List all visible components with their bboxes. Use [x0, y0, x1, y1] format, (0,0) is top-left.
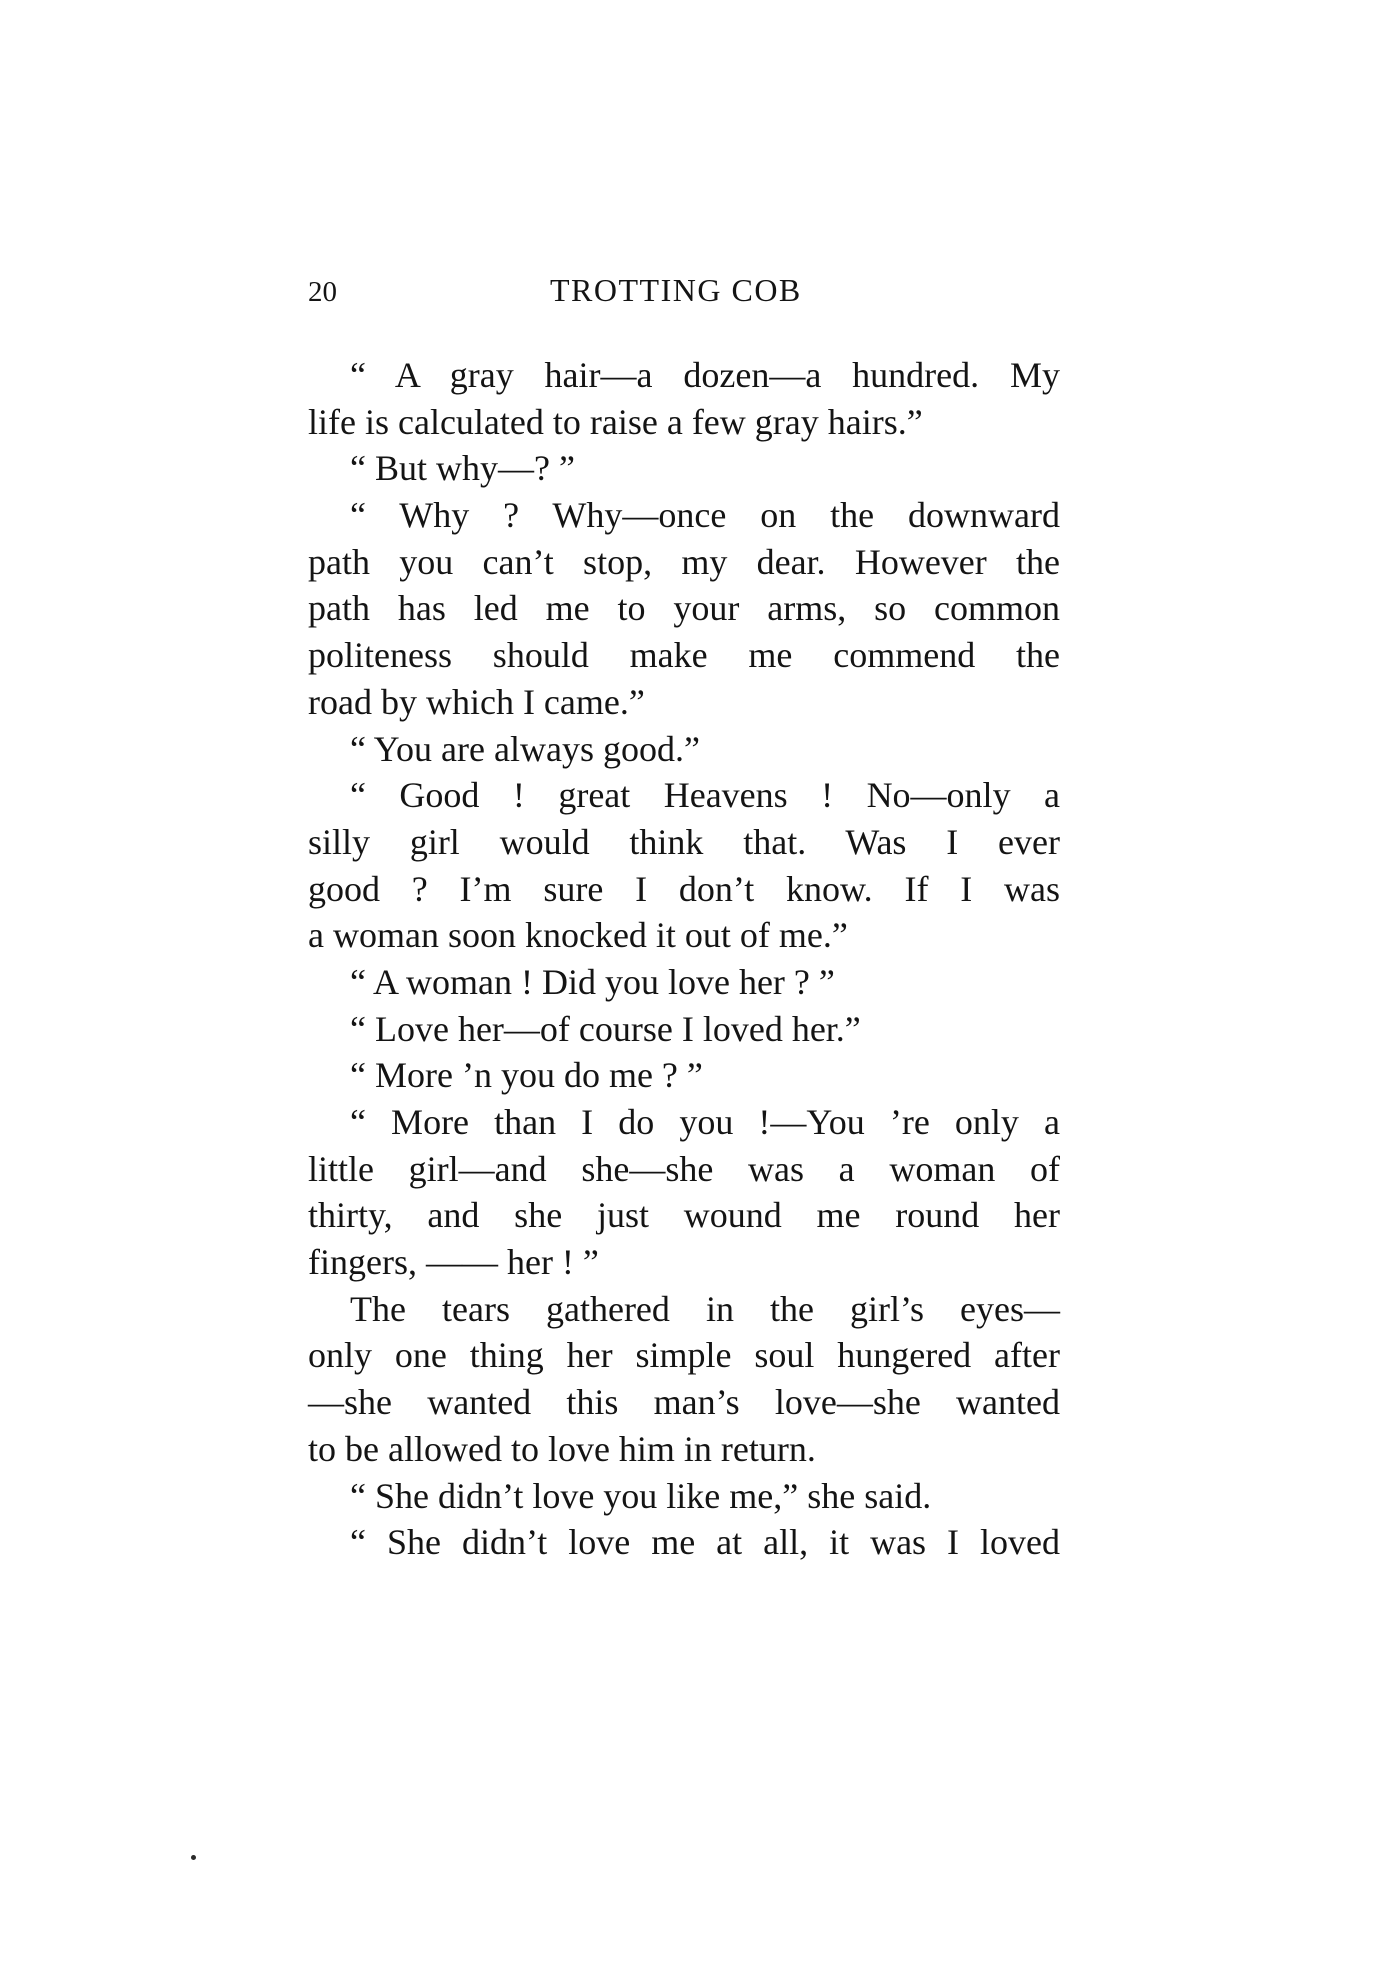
running-head	[308, 268, 1060, 312]
text-line: “ More ’n you do me ? ”	[350, 1055, 703, 1096]
text-line: “ A woman ! Did you love her ? ”	[350, 961, 835, 1002]
text-line: life is calculated to raise a few gray hairs.”	[308, 401, 923, 442]
text-line: “ Why ? Why—once on the downward	[350, 495, 1060, 536]
text-line: a woman soon knocked it out of me.”	[308, 915, 848, 956]
text-line: “ She didn’t love you like me,” she said.	[350, 1475, 932, 1516]
text-line: “ Love her—of course I loved her.”	[350, 1008, 861, 1049]
text-line: politeness should make me commend the	[308, 635, 1060, 676]
text-line: only one thing her simple soul hungered after	[308, 1335, 1060, 1376]
text-line: “ A gray hair—a dozen—a hundred. My	[350, 355, 1060, 395]
text-line: path has led me to your arms, so common	[308, 588, 1060, 629]
text-line: thirty, and she just wound me round her	[308, 1195, 1060, 1236]
text-line: road by which I came.”	[308, 681, 645, 722]
text-line: to be allowed to love him in return.	[308, 1428, 816, 1469]
text-line: little girl—and she—she was a woman of	[308, 1148, 1060, 1189]
text-line: “ You are always good.”	[350, 728, 700, 769]
page-number: 20	[308, 276, 337, 308]
body-text	[308, 352, 1060, 1566]
running-title: TROTTING COB	[550, 272, 802, 308]
text-line: fingers, —— her ! ”	[308, 1242, 599, 1283]
text-line: —she wanted this man’s love—she wanted	[308, 1382, 1060, 1423]
text-line: silly girl would think that. Was I ever	[308, 821, 1060, 862]
text-line: The tears gathered in the girl’s eyes—	[350, 1288, 1060, 1329]
text-line: path you can’t stop, my dear. However the	[308, 541, 1060, 582]
text-line: “ But why—? ”	[350, 448, 575, 489]
text-line: “ Good ! great Heavens ! No—only a	[350, 775, 1060, 816]
text-line: good ? I’m sure I don’t know. If I was	[308, 868, 1060, 909]
text-line: “ More than I do you !—You ’re only a	[350, 1102, 1060, 1142]
ink-speck	[191, 1855, 196, 1860]
text-line: “ She didn’t love me at all, it was I loved	[350, 1522, 1060, 1563]
